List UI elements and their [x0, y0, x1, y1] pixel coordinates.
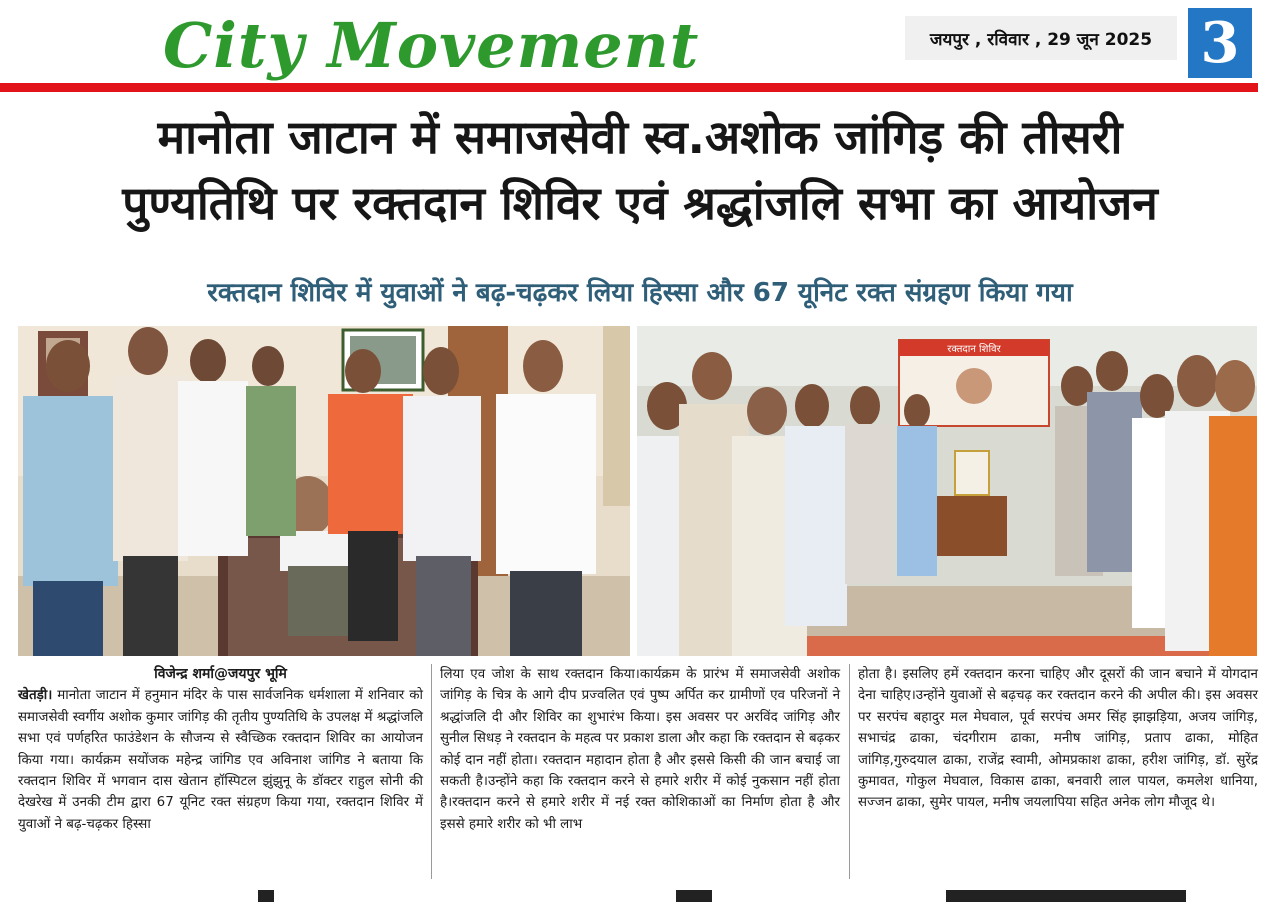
headline-line-2: पुण्यतिथि पर रक्तदान शिविर एवं श्रद्धांजलि सभा का आयोजन	[122, 176, 1158, 230]
section-title: City Movement	[163, 9, 700, 82]
next-headline-strip	[0, 890, 1280, 902]
article-text-col1: मानोता जाटान में हनुमान मंदिर के पास सार्वजनिक धर्मशाला में शनिवार को समाजसेवी स्वर्गीय अशोक कुमार जांगिड़ की तृतीय पुण्यतिथि के उपलक्ष में श्रद्धांजलि सभा एवं पर्णहरित फाउंडेशन के सौजन्य से स्वैच्छिक रक्तदान शिविर का आयोजन किया गया। कार्यक्रम सयोंजक महेन्द्र जांगिड एव अविनाश जांगिड ने बताया कि रक्तदान शिविर में भगवान दास खेतान हॉस्पिटल झुंझुनू के डॉक्टर राहुल सोनी की देखरेख में उनकी टीम द्वारा 67 यूनिट रक्त संग्रहण किया गया, रक्तदान शिविर में युवाओं ने बढ़-चढ़कर हिस्सा	[18, 688, 423, 832]
headline-line-1: मानोता जाटान में समाजसेवी स्व.अशोक जांगिड़ की तीसरी	[157, 110, 1123, 164]
column-divider-1	[431, 664, 432, 879]
page-number-badge: 3	[1188, 8, 1252, 78]
masthead-rule	[0, 83, 1258, 92]
subheadline: रक्तदान शिविर में युवाओं ने बढ़-चढ़कर लिया हिस्सा और 67 यूनिट रक्त संग्रहण किया गया	[207, 278, 1073, 308]
column-divider-2	[849, 664, 850, 879]
article-column-1	[18, 664, 423, 835]
masthead	[0, 0, 1280, 96]
article-column-2	[440, 664, 840, 835]
photo-blood-donation	[18, 326, 630, 656]
place-dateline: खेतड़ी।	[18, 688, 53, 704]
photo-tribute-gathering-illustration	[637, 326, 1257, 656]
dateline: जयपुर , रविवार , 29 जून 2025	[905, 16, 1177, 60]
article-column-3	[858, 664, 1258, 814]
byline: विजेन्द्र शर्मा@जयपुर भूमि	[154, 666, 287, 682]
photo-banner-text: रक्तदान शिविर	[947, 344, 1001, 355]
photo-tribute-gathering	[637, 326, 1257, 656]
article-text-col3: होता है। इसलिए हमें रक्तदान करना चाहिए और दूसरों की जान बचाने में योगदान देना चाहिए।उन्होंने युवाओं से बढ़चढ़ कर रक्तदान करने की अपील की। इस अवसर पर सरपंच बहादुर मल मेघवाल, पूर्व सरपंच अमर सिंह झाझड़िया, अजय जांगिड़, सभाचंद्र ढाका, चंदगीराम ढाका, मनीष जांगिड़, प्रताप ढाका, मोहित जांगिड़,गुरुदयाल ढाका, राजेंद्र स्वामी, ओमप्रकाश ढाका, हरीश जांगिड़, डॉ. सुरेंद्र कुमावत, गोकुल मेघवाल, विकास ढाका, बनवारी लाल पायल, कमलेश धानिया, सज्जन ढाका, सुमेर पायल, मनीष जयलापिया सहित अनेक लोग मौजूद थे।	[858, 667, 1258, 811]
headline	[14, 104, 1266, 236]
article-text-col2: लिया एव जोश के साथ रक्तदान किया।कार्यक्रम के प्रारंभ में समाजसेवी अशोक जांगिड़ के चित्र के आगे दीप प्रज्वलित एवं पुष्प अर्पित कर ग्रामीणों एव परिजनों ने श्रद्धांजलि दी और शिविर का शुभारंभ किया। इस अवसर पर अरविंद जांगिड़ और सुनील सिधड़ ने रक्तदान के महत्व पर प्रकाश डाला और कहा कि रक्तदान से बढ़कर कोई दान नहीं होता। रक्तदान महादान होता है और इससे किसी की जान बचाई जा सकती है।उन्होंने कहा कि रक्तदान करने से हमारे शरीर में कोई नुकसान नहीं होता है।रक्तदान करने से हमारे शरीर में नई रक्त कोशिकाओं का निर्माण होता है और इससे हमारे शरीर को भी लाभ	[440, 667, 840, 832]
photo-blood-donation-illustration	[18, 326, 630, 656]
